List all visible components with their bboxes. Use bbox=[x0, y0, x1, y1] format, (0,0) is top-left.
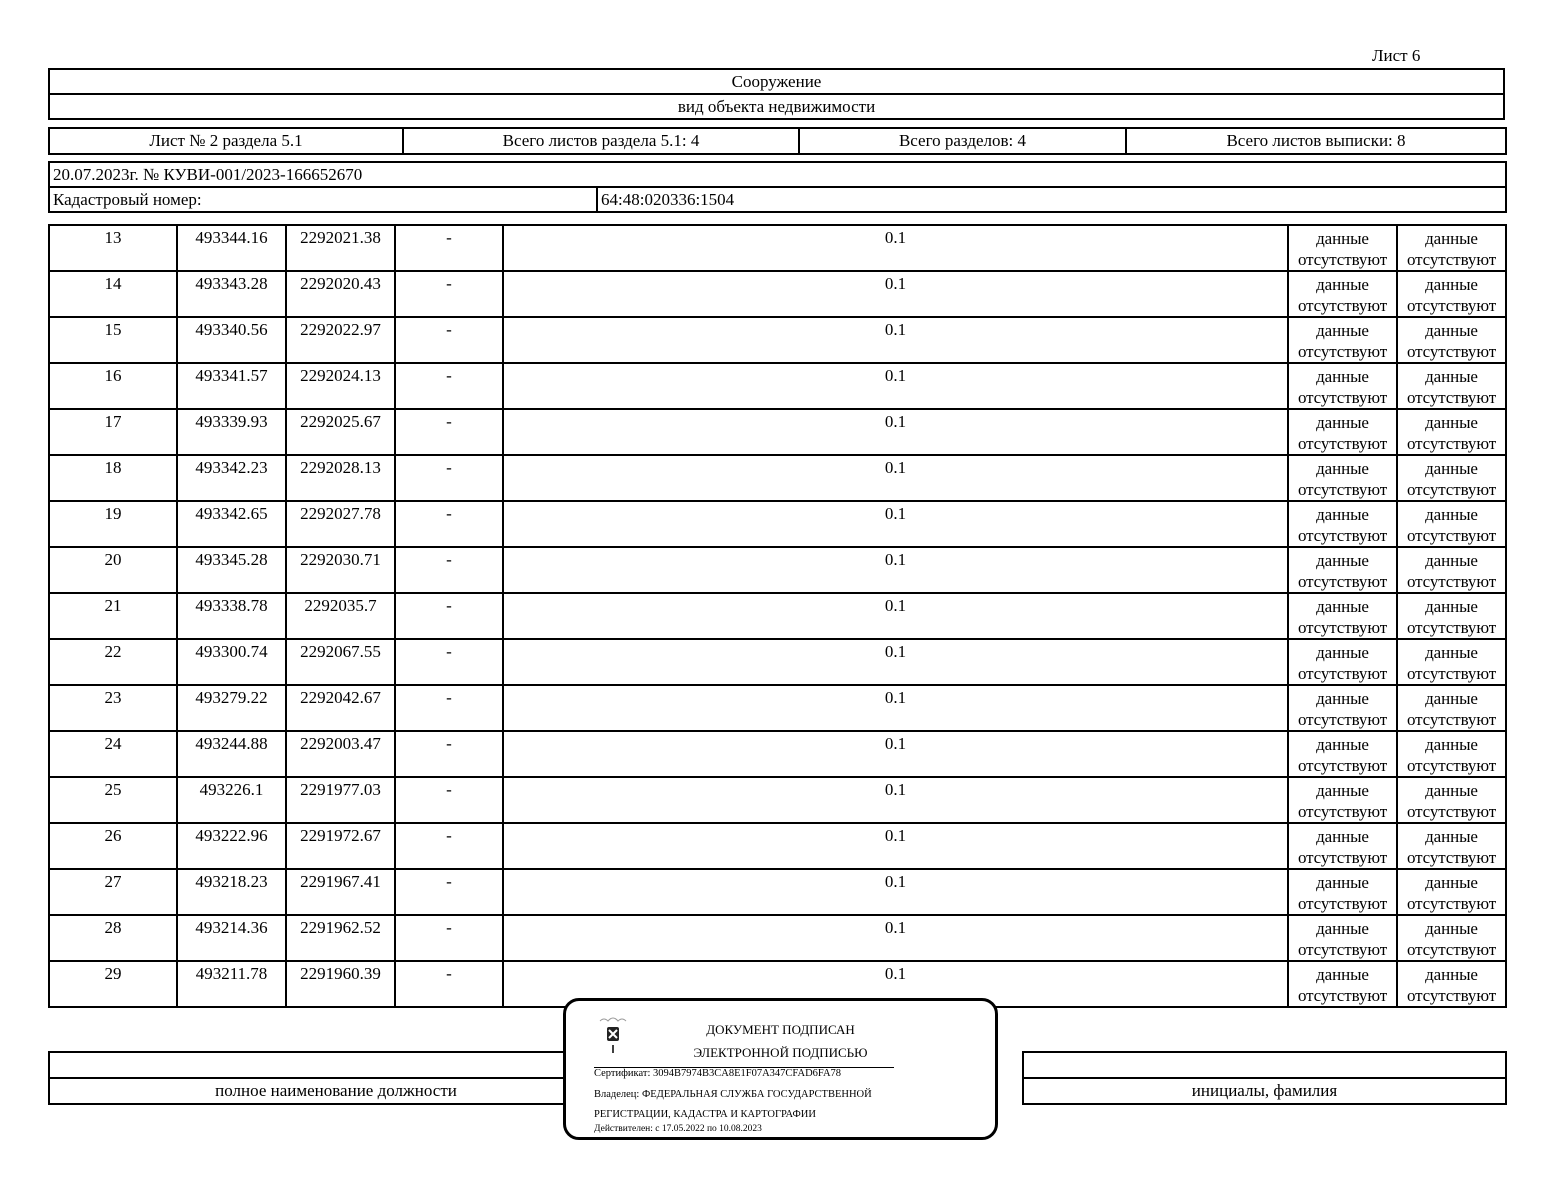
absent-b-cell: данные отсутствуют bbox=[1397, 731, 1506, 777]
accuracy-cell: 0.1 bbox=[503, 777, 1288, 823]
coord-y-cell: 2292027.78 bbox=[286, 501, 395, 547]
coord-y-cell: 2291967.41 bbox=[286, 869, 395, 915]
absent-a-cell: данные отсутствуют bbox=[1288, 777, 1397, 823]
absent-b-cell: данные отсутствуют bbox=[1397, 501, 1506, 547]
absent-b-cell: данные отсутствуют bbox=[1397, 225, 1506, 271]
absent-b-cell: данные отсутствуют bbox=[1397, 409, 1506, 455]
point-number-cell: 16 bbox=[49, 363, 177, 409]
stamp-title-1: ДОКУМЕНТ ПОДПИСАН bbox=[706, 1022, 855, 1037]
point-number-cell: 25 bbox=[49, 777, 177, 823]
accuracy-cell: 0.1 bbox=[503, 915, 1288, 961]
accuracy-cell: 0.1 bbox=[503, 685, 1288, 731]
accuracy-cell: 0.1 bbox=[503, 225, 1288, 271]
coord-x-cell: 493342.65 bbox=[177, 501, 286, 547]
absent-b-cell: данные отсутствуют bbox=[1397, 869, 1506, 915]
table-row bbox=[49, 593, 1506, 639]
coord-x-cell: 493300.74 bbox=[177, 639, 286, 685]
coord-x-cell: 493211.78 bbox=[177, 961, 286, 1007]
absent-b-cell: данные отсутствуют bbox=[1397, 685, 1506, 731]
absent-a-cell: данные отсутствуют bbox=[1288, 455, 1397, 501]
coord-y-cell: 2291960.39 bbox=[286, 961, 395, 1007]
absent-a-cell: данные отсутствуют bbox=[1288, 409, 1397, 455]
coord-y-cell: 2292067.55 bbox=[286, 639, 395, 685]
position-field bbox=[49, 1052, 623, 1078]
coord-x-cell: 493218.23 bbox=[177, 869, 286, 915]
absent-a-cell: данные отсутствуют bbox=[1288, 915, 1397, 961]
accuracy-cell: 0.1 bbox=[503, 639, 1288, 685]
coord-x-cell: 493214.36 bbox=[177, 915, 286, 961]
radius-cell: - bbox=[395, 685, 503, 731]
table-row bbox=[49, 777, 1506, 823]
radius-cell: - bbox=[395, 731, 503, 777]
coord-x-cell: 493338.78 bbox=[177, 593, 286, 639]
point-number-cell: 17 bbox=[49, 409, 177, 455]
coord-y-cell: 2292021.38 bbox=[286, 225, 395, 271]
coord-x-cell: 493222.96 bbox=[177, 823, 286, 869]
table-row bbox=[49, 685, 1506, 731]
absent-a-cell: данные отсутствуют bbox=[1288, 639, 1397, 685]
table-row bbox=[49, 271, 1506, 317]
point-number-cell: 27 bbox=[49, 869, 177, 915]
position-caption: полное наименование должности bbox=[49, 1078, 623, 1104]
coord-x-cell: 493339.93 bbox=[177, 409, 286, 455]
absent-a-cell: данные отсутствуют bbox=[1288, 731, 1397, 777]
table-row bbox=[49, 915, 1506, 961]
coord-x-cell: 493345.28 bbox=[177, 547, 286, 593]
cadastral-label: Кадастровый номер: bbox=[49, 187, 597, 212]
coord-y-cell: 2291972.67 bbox=[286, 823, 395, 869]
accuracy-cell: 0.1 bbox=[503, 593, 1288, 639]
object-type-caption: вид объекта недвижимости bbox=[49, 94, 1504, 119]
radius-cell: - bbox=[395, 455, 503, 501]
electronic-signature-stamp bbox=[563, 998, 998, 1140]
point-number-cell: 15 bbox=[49, 317, 177, 363]
absent-b-cell: данные отсутствуют bbox=[1397, 363, 1506, 409]
radius-cell: - bbox=[395, 501, 503, 547]
coord-x-cell: 493279.22 bbox=[177, 685, 286, 731]
coord-x-cell: 493342.23 bbox=[177, 455, 286, 501]
absent-b-cell: данные отсутствуют bbox=[1397, 317, 1506, 363]
accuracy-cell: 0.1 bbox=[503, 409, 1288, 455]
absent-b-cell: данные отсутствуют bbox=[1397, 271, 1506, 317]
sheet-in-section: Лист № 2 раздела 5.1 bbox=[49, 128, 403, 154]
table-row bbox=[49, 225, 1506, 271]
stamp-title-2: ЭЛЕКТРОННОЙ ПОДПИСЬЮ bbox=[693, 1045, 868, 1060]
coord-x-cell: 493340.56 bbox=[177, 317, 286, 363]
table-row bbox=[49, 501, 1506, 547]
stamp-validity: Действителен: с 17.05.2022 по 10.08.2023 bbox=[594, 1124, 762, 1134]
point-number-cell: 13 bbox=[49, 225, 177, 271]
absent-a-cell: данные отсутствуют bbox=[1288, 685, 1397, 731]
radius-cell: - bbox=[395, 961, 503, 1007]
radius-cell: - bbox=[395, 225, 503, 271]
point-number-cell: 28 bbox=[49, 915, 177, 961]
absent-a-cell: данные отсутствуют bbox=[1288, 363, 1397, 409]
point-number-cell: 20 bbox=[49, 547, 177, 593]
coord-y-cell: 2292025.67 bbox=[286, 409, 395, 455]
extract-number-date: 20.07.2023г. № КУВИ-001/2023-166652670 bbox=[49, 162, 1506, 187]
accuracy-cell: 0.1 bbox=[503, 501, 1288, 547]
coord-y-cell: 2292030.71 bbox=[286, 547, 395, 593]
radius-cell: - bbox=[395, 363, 503, 409]
point-number-cell: 23 bbox=[49, 685, 177, 731]
object-type: Сооружение bbox=[49, 69, 1504, 94]
sheet-number: Лист 6 bbox=[1372, 46, 1421, 65]
radius-cell: - bbox=[395, 777, 503, 823]
accuracy-cell: 0.1 bbox=[503, 961, 1288, 1007]
table-row bbox=[49, 363, 1506, 409]
absent-a-cell: данные отсутствуют bbox=[1288, 317, 1397, 363]
absent-b-cell: данные отсутствуют bbox=[1397, 823, 1506, 869]
radius-cell: - bbox=[395, 547, 503, 593]
absent-b-cell: данные отсутствуют bbox=[1397, 961, 1506, 1007]
table-row bbox=[49, 639, 1506, 685]
coord-y-cell: 2292042.67 bbox=[286, 685, 395, 731]
point-number-cell: 24 bbox=[49, 731, 177, 777]
coord-x-cell: 493244.88 bbox=[177, 731, 286, 777]
radius-cell: - bbox=[395, 869, 503, 915]
accuracy-cell: 0.1 bbox=[503, 869, 1288, 915]
absent-a-cell: данные отсутствуют bbox=[1288, 501, 1397, 547]
coord-x-cell: 493343.28 bbox=[177, 271, 286, 317]
absent-a-cell: данные отсутствуют bbox=[1288, 961, 1397, 1007]
stamp-certificate: Сертификат: 3094B7974B3CA8E1F07A347CFAD6FA78 bbox=[594, 1068, 842, 1079]
coord-y-cell: 2292003.47 bbox=[286, 731, 395, 777]
point-number-cell: 26 bbox=[49, 823, 177, 869]
radius-cell: - bbox=[395, 317, 503, 363]
absent-b-cell: данные отсутствуют bbox=[1397, 915, 1506, 961]
coordinates-table bbox=[48, 224, 1507, 1008]
accuracy-cell: 0.1 bbox=[503, 823, 1288, 869]
radius-cell: - bbox=[395, 915, 503, 961]
point-number-cell: 19 bbox=[49, 501, 177, 547]
cadastral-number: 64:48:020336:1504 bbox=[597, 187, 1506, 212]
point-number-cell: 22 bbox=[49, 639, 177, 685]
coord-x-cell: 493226.1 bbox=[177, 777, 286, 823]
radius-cell: - bbox=[395, 823, 503, 869]
table-row bbox=[49, 547, 1506, 593]
extract-details bbox=[48, 161, 1507, 213]
absent-b-cell: данные отсутствуют bbox=[1397, 455, 1506, 501]
coord-y-cell: 2292020.43 bbox=[286, 271, 395, 317]
table-row bbox=[49, 823, 1506, 869]
object-header bbox=[48, 68, 1505, 120]
point-number-cell: 18 bbox=[49, 455, 177, 501]
table-row bbox=[49, 455, 1506, 501]
accuracy-cell: 0.1 bbox=[503, 363, 1288, 409]
radius-cell: - bbox=[395, 409, 503, 455]
point-number-cell: 29 bbox=[49, 961, 177, 1007]
absent-b-cell: данные отсутствуют bbox=[1397, 639, 1506, 685]
radius-cell: - bbox=[395, 271, 503, 317]
section-sheets-total: Всего листов раздела 5.1: 4 bbox=[403, 128, 799, 154]
coord-x-cell: 493341.57 bbox=[177, 363, 286, 409]
absent-a-cell: данные отсутствуют bbox=[1288, 593, 1397, 639]
extract-sheets-total: Всего листов выписки: 8 bbox=[1126, 128, 1506, 154]
radius-cell: - bbox=[395, 639, 503, 685]
table-row bbox=[49, 869, 1506, 915]
coord-y-cell: 2291962.52 bbox=[286, 915, 395, 961]
absent-a-cell: данные отсутствуют bbox=[1288, 547, 1397, 593]
stamp-owner-1: Владелец: ФЕДЕРАЛЬНАЯ СЛУЖБА ГОСУДАРСТВЕННОЙ bbox=[594, 1089, 872, 1100]
coord-x-cell: 493344.16 bbox=[177, 225, 286, 271]
accuracy-cell: 0.1 bbox=[503, 731, 1288, 777]
sheet-info bbox=[48, 127, 1507, 155]
name-field bbox=[1023, 1052, 1506, 1078]
accuracy-cell: 0.1 bbox=[503, 317, 1288, 363]
absent-a-cell: данные отсутствуют bbox=[1288, 869, 1397, 915]
absent-a-cell: данные отсутствуют bbox=[1288, 271, 1397, 317]
absent-a-cell: данные отсутствуют bbox=[1288, 823, 1397, 869]
table-row bbox=[49, 317, 1506, 363]
coord-y-cell: 2292035.7 bbox=[286, 593, 395, 639]
accuracy-cell: 0.1 bbox=[503, 271, 1288, 317]
sections-total: Всего разделов: 4 bbox=[799, 128, 1126, 154]
point-number-cell: 14 bbox=[49, 271, 177, 317]
absent-b-cell: данные отсутствуют bbox=[1397, 547, 1506, 593]
coord-y-cell: 2291977.03 bbox=[286, 777, 395, 823]
name-caption: инициалы, фамилия bbox=[1023, 1078, 1506, 1104]
table-row bbox=[49, 409, 1506, 455]
accuracy-cell: 0.1 bbox=[503, 547, 1288, 593]
absent-b-cell: данные отсутствуют bbox=[1397, 777, 1506, 823]
absent-b-cell: данные отсутствуют bbox=[1397, 593, 1506, 639]
absent-a-cell: данные отсутствуют bbox=[1288, 225, 1397, 271]
coord-y-cell: 2292022.97 bbox=[286, 317, 395, 363]
coord-y-cell: 2292028.13 bbox=[286, 455, 395, 501]
point-number-cell: 21 bbox=[49, 593, 177, 639]
stamp-owner-2: РЕГИСТРАЦИИ, КАДАСТРА И КАРТОГРАФИИ bbox=[594, 1109, 816, 1120]
coord-y-cell: 2292024.13 bbox=[286, 363, 395, 409]
radius-cell: - bbox=[395, 593, 503, 639]
accuracy-cell: 0.1 bbox=[503, 455, 1288, 501]
table-row bbox=[49, 731, 1506, 777]
